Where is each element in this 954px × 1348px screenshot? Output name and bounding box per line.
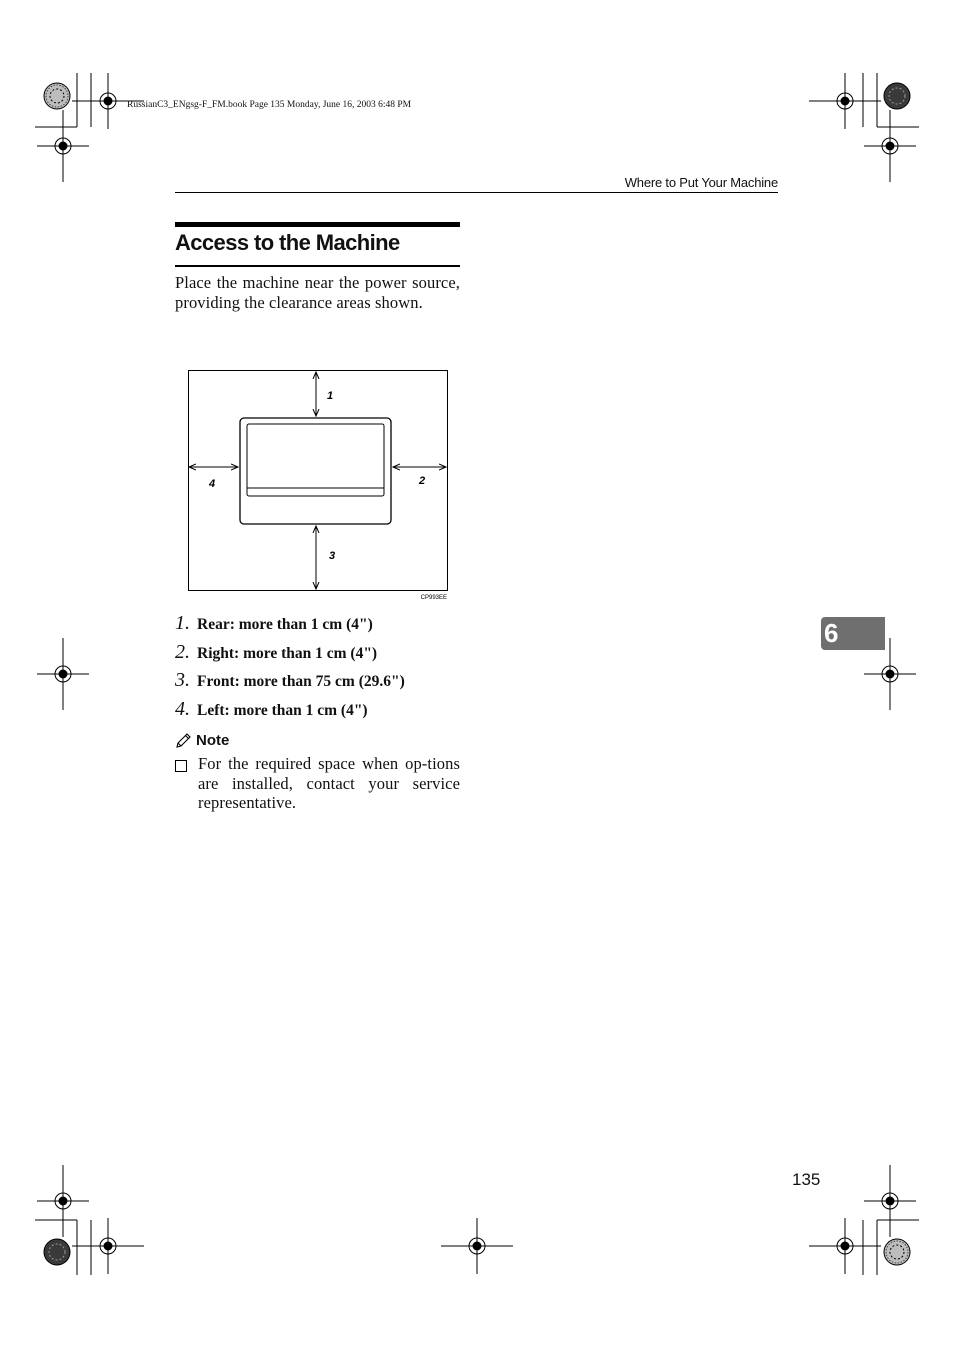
book-info-line: RussianC3_ENgsg-F_FM.book Page 135 Monday, June 16, 2003 6:48 PM: [127, 100, 412, 110]
section-title-rule: [175, 265, 460, 267]
clearance-diagram: [188, 370, 448, 602]
label-4: 4: [209, 478, 216, 490]
list-number: 2.: [175, 640, 190, 663]
list-number: 4.: [175, 697, 190, 720]
list-item: [175, 669, 475, 698]
note-heading: [175, 732, 229, 749]
section-title-bar: [175, 222, 460, 227]
list-text: Front: more than 75 cm (29.6"): [197, 673, 405, 690]
diagram-frame: [189, 371, 448, 591]
label-1: 1: [327, 390, 334, 402]
note-label: Note: [196, 732, 230, 749]
machine-outline: [240, 418, 391, 524]
checkbox-bullet-icon: [175, 760, 187, 772]
label-2: 2: [419, 475, 426, 487]
list-item: [175, 698, 475, 727]
header-rule: [175, 192, 778, 193]
label-3: 3: [329, 550, 336, 562]
list-item: [175, 641, 475, 670]
intro-paragraph: Place the machine near the power source, providing the clearance areas shown.: [175, 273, 460, 312]
pencil-icon: [175, 732, 192, 749]
list-item: [175, 612, 475, 641]
running-header: Where to Put Your Machine: [624, 175, 778, 190]
note-text: For the required space when op-tions are installed, contact your service representative.: [198, 754, 460, 812]
figure-code: CP993EE: [420, 595, 447, 601]
clearance-list: [175, 612, 475, 726]
section-title: Access to the Machine: [175, 230, 400, 255]
note-item: [175, 754, 460, 813]
list-text: Rear: more than 1 cm (4"): [197, 616, 373, 633]
page-number: 135: [792, 1170, 821, 1189]
list-number: 1.: [175, 612, 190, 634]
chapter-tab: 6: [821, 617, 885, 650]
list-number: 3.: [175, 669, 190, 691]
list-text: Left: more than 1 cm (4"): [197, 701, 368, 719]
list-text: Right: more than 1 cm (4"): [197, 644, 378, 662]
